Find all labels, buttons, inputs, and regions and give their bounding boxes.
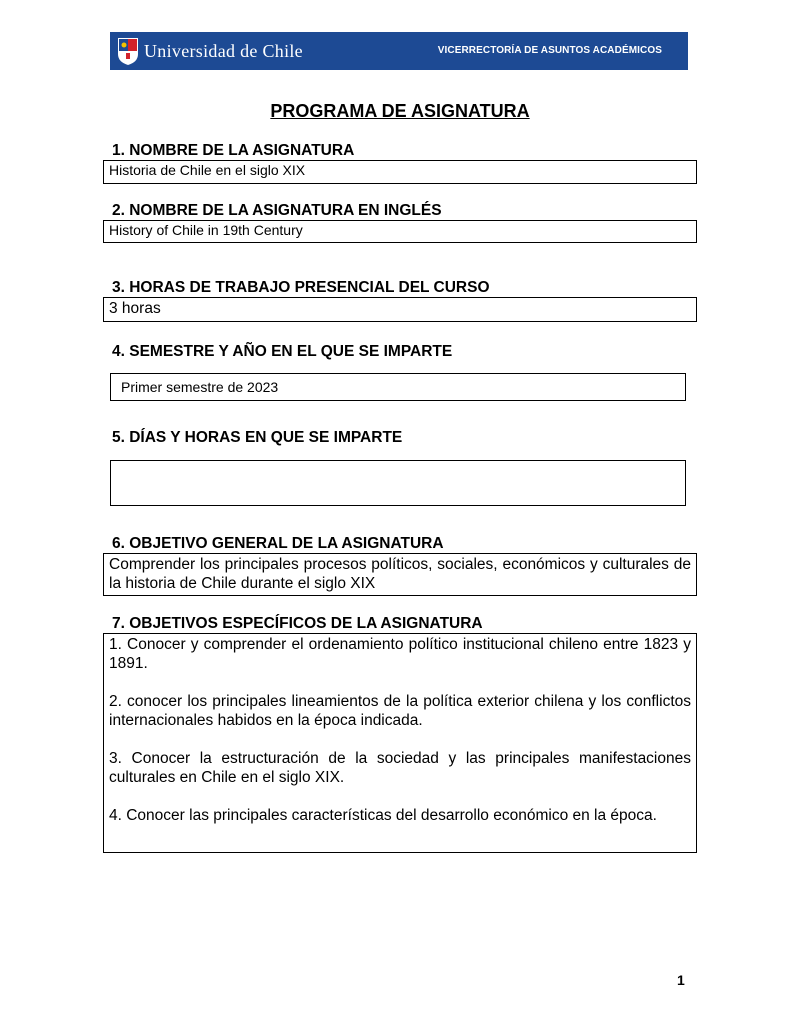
objective-item-1: 1. Conocer y comprender el ordenamiento político institucional chileno entre 1823 y 1891. — [109, 636, 691, 672]
section-4-title: 4. SEMESTRE Y AÑO EN EL QUE SE IMPARTE — [112, 343, 453, 360]
section-3-box — [103, 297, 697, 322]
section-5-title: 5. DÍAS Y HORAS EN QUE SE IMPARTE — [112, 429, 403, 446]
section-2-value: History of Chile in 19th Century — [109, 222, 303, 238]
objective-item-2: 2. conocer los principales lineamientos de la política exterior chilena y los conflictos internacionales habidos en la época indicada. — [109, 693, 691, 729]
document-title: PROGRAMA DE ASIGNATURA — [270, 101, 530, 121]
section-3-value: 3 horas — [109, 300, 161, 317]
section-6-value: Comprender los principales procesos políticos, sociales, económicos y culturales de la historia de Chile durante el siglo XIX — [109, 556, 691, 592]
section-1-box — [103, 160, 697, 184]
page-number: 1 — [677, 972, 685, 988]
university-crest-icon — [116, 36, 140, 66]
section-4-value: Primer semestre de 2023 — [121, 379, 279, 395]
section-5-box — [110, 460, 686, 506]
section-4-box — [110, 373, 686, 401]
section-1-title: 1. NOMBRE DE LA ASIGNATURA — [112, 142, 355, 159]
section-2-title: 2. NOMBRE DE LA ASIGNATURA EN INGLÉS — [112, 202, 442, 219]
university-name: Universidad de Chile — [144, 41, 303, 61]
section-6-box — [103, 553, 697, 596]
section-1-value: Historia de Chile en el siglo XIX — [109, 162, 306, 178]
section-3-title: 3. HORAS DE TRABAJO PRESENCIAL DEL CURSO — [112, 279, 490, 296]
objective-item-4: 4. Conocer las principales características del desarrollo económico en la época. — [109, 807, 657, 824]
section-7-title: 7. OBJETIVOS ESPECÍFICOS DE LA ASIGNATURA — [112, 615, 483, 632]
section-7-box — [103, 633, 697, 853]
unit-name: VICERRECTORÍA DE ASUNTOS ACADÉMICOS — [437, 45, 662, 56]
objective-item-3: 3. Conocer la estructuración de la sociedad y las principales manifestaciones culturales en Chile en el siglo XIX. — [109, 750, 691, 786]
section-2-box — [103, 220, 697, 243]
section-6-title: 6. OBJETIVO GENERAL DE LA ASIGNATURA — [112, 535, 444, 552]
header-banner — [110, 32, 688, 70]
